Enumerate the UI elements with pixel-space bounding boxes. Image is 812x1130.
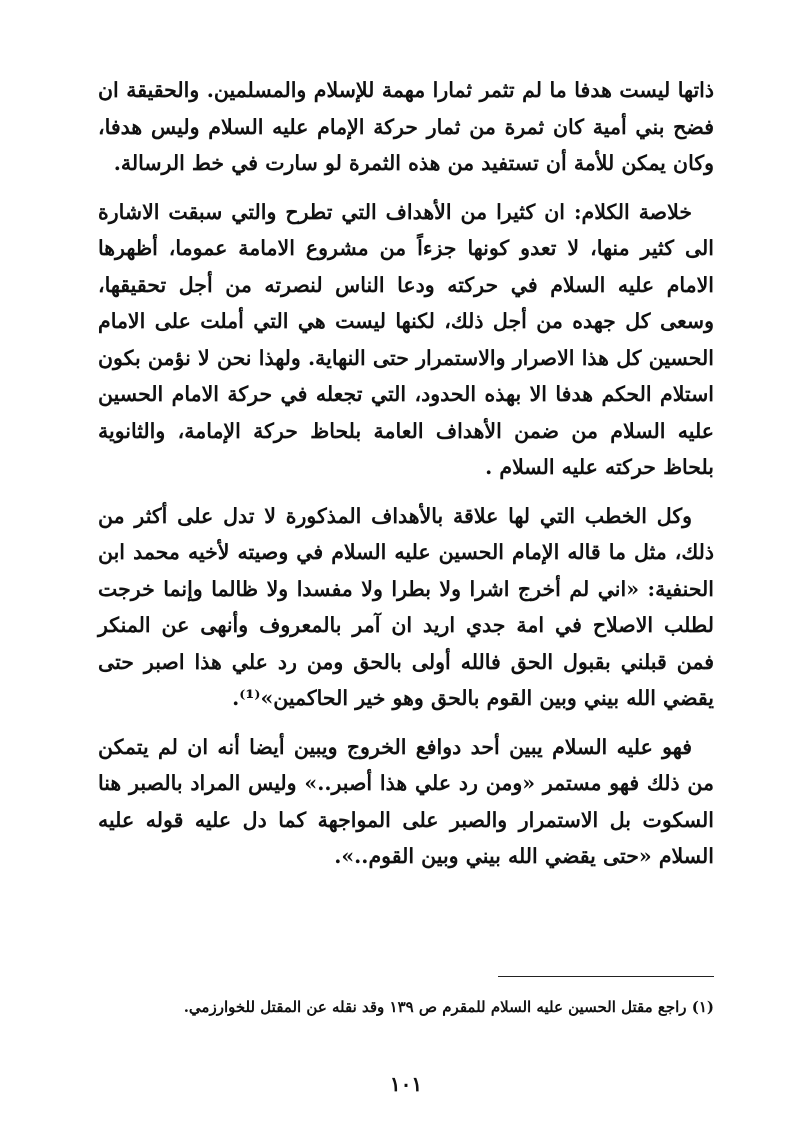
page-number: ١٠١	[389, 1072, 423, 1096]
paragraph-2: خلاصة الكلام: ان كثيرا من الأهداف التي تطرح والتي سبقت الاشارة الى كثير منها، لا تعدو كونها جزءاً من مشروع الامامة عموما، أظهرها الامام عليه السلام في حركته ودعا الناس لنصرته من أجل تحقيقها، وسعى كل جهده من أجل ذلك، لكنها ليست هي التي أملت على الامام الحسين كل هذا الاصرار والاستمرار حتى النهاية. ولهذا نحن لا نؤمن بكون استلام الحكم هدفا الا بهذه الحدود، التي تجعله في حركة الامام الحسين عليه السلام من ضمن الأهداف العامة بلحاظ حركة الإمامة، والثانوية بلحاظ حركته عليه السلام .	[98, 199, 714, 479]
paragraph-3: وكل الخطب التي لها علاقة بالأهداف المذكورة لا تدل على أكثر من ذلك، مثل ما قاله الإمام الحسين عليه السلام في وصيته لأخيه محمد ابن الحنفية: «اني لم أخرج اشرا ولا بطرا ولا مفسدا ولا ظالما وإنما خرجت لطلب الاصلاح في امة جدي اريد ان آمر بالمعروف وأنهى عن المنكر فمن قبلني بقبول الحق فالله أولى بالحق ومن رد علي هذا اصبر حتى يقضي الله بيني وبين القوم بالحق وهو خير الحاكمين»⁽¹⁾.	[98, 503, 714, 710]
paragraph-1: ذاتها ليست هدفا ما لم تثمر ثمارا مهمة للإسلام والمسلمين. والحقيقة ان فضح بني أمية كان ثمرة من ثمار حركة الإمام عليه السلام وليس هدفا، وكان يمكن للأمة أن تستفيد من هذه الثمرة لو سارت في خط الرسالة.	[98, 78, 714, 175]
paragraph-4: فهو عليه السلام يبين أحد دوافع الخروج ويبين أيضا أنه ان لم يتمكن من ذلك فهو مستمر «ومن رد علي هذا أصبر..» وليس المراد بالصبر هنا السكوت بل الاستمرار والصبر على المواجهة كما دل عليه قوله عليه السلام «حتى يقضي الله بيني وبين القوم..».	[98, 734, 714, 868]
footnote: (١) راجع مقتل الحسين عليه السلام للمقرم ص ١٣٩ وقد نقله عن المقتل للخوارزمي.	[183, 998, 714, 1016]
footnote-divider	[498, 976, 714, 977]
page-body	[98, 72, 714, 887]
